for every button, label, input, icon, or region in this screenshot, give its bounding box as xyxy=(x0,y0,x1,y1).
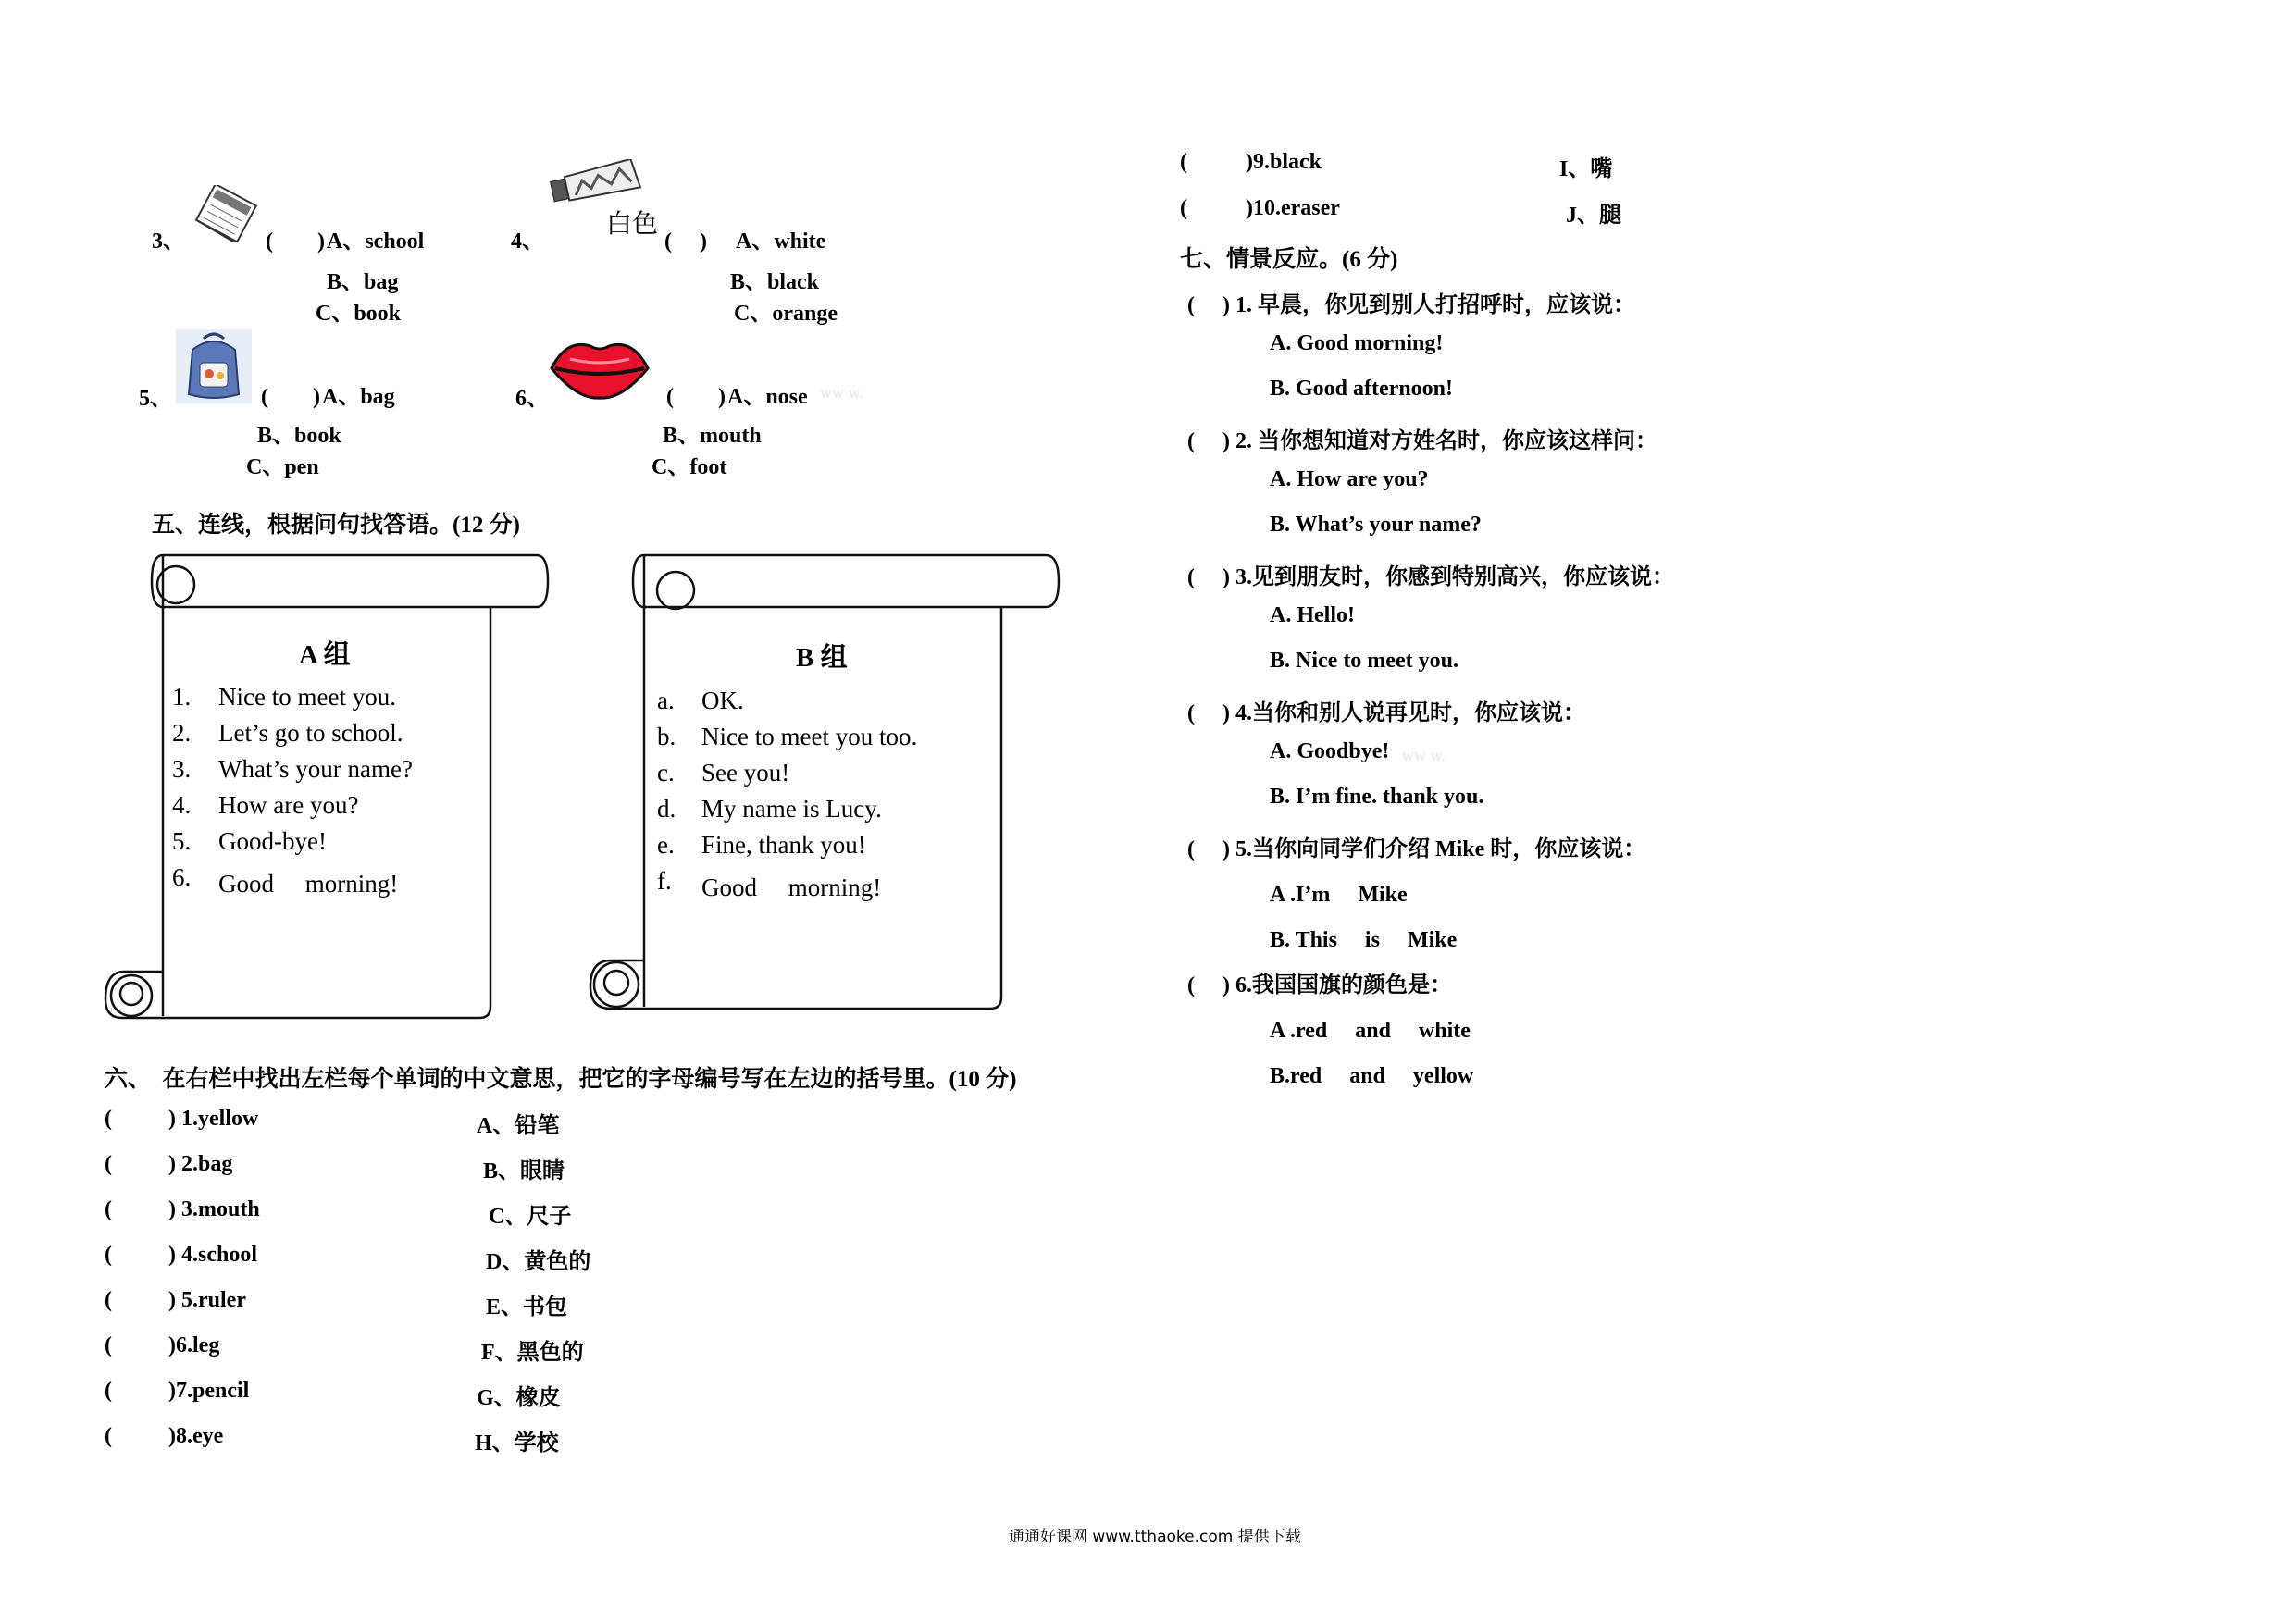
s6-row-10-paren[interactable]: ( xyxy=(1180,196,1187,220)
group-b-title: B 组 xyxy=(796,643,848,673)
q5-answer-paren[interactable]: ( ) xyxy=(261,385,320,409)
s6-row-1-paren[interactable]: ( xyxy=(105,1107,112,1131)
scroll-a-frame xyxy=(102,553,555,1025)
q4-option-a: A、white xyxy=(736,229,826,254)
group-b-item-b-letter: b. xyxy=(657,723,676,750)
q3-option-a: A、school xyxy=(327,229,425,254)
group-a-item-6[interactable]: Good morning! xyxy=(218,870,399,898)
s7-q2-stem[interactable]: ( ) 2. 当你想知道对方姓名时，你应该这样问： xyxy=(1187,429,1657,453)
group-a-title: A 组 xyxy=(299,640,351,670)
q4-answer-paren[interactable]: ( ) xyxy=(664,229,707,254)
group-b-item-b[interactable]: Nice to meet you too. xyxy=(701,723,918,750)
group-b-item-f-letter: f. xyxy=(657,867,672,895)
s6-row-6-paren[interactable]: ( xyxy=(105,1333,112,1357)
s6-row-6-word: )6.leg xyxy=(168,1333,220,1357)
s6-row-7-meaning: G、橡皮 xyxy=(477,1386,561,1410)
q6-number: 6、 xyxy=(515,387,549,411)
q3-number: 3、 xyxy=(152,229,185,254)
s6-row-8-meaning: H、学校 xyxy=(475,1431,559,1456)
s7-q5-stem[interactable]: ( ) 5.当你向同学们介绍 Mike 时，你应该说： xyxy=(1187,837,1646,861)
s7-q6-stem[interactable]: ( ) 6.我国国旗的颜色是： xyxy=(1187,973,1452,997)
s7-q5-option-a: A .I’m Mike xyxy=(1270,883,1408,907)
watermark-ghost: ww w. xyxy=(820,383,863,402)
q3-option-c: C、book xyxy=(316,302,402,326)
q4-option-b: B、black xyxy=(730,270,820,294)
s6-row-7-word: )7.pencil xyxy=(168,1379,250,1403)
s6-row-4-meaning: D、黄色的 xyxy=(486,1250,591,1274)
s6-row-10-word: )10.eraser xyxy=(1246,196,1340,220)
s7-q1-option-a: A. Good morning! xyxy=(1270,331,1444,355)
group-a-item-3-num: 3. xyxy=(172,755,192,783)
s6-row-8-paren[interactable]: ( xyxy=(105,1424,112,1448)
s6-row-9-word: )9.black xyxy=(1246,150,1322,174)
group-a-item-3[interactable]: What’s your name? xyxy=(218,755,413,783)
s7-q2-option-b: B. What’s your name? xyxy=(1270,513,1482,537)
section-6-title: 六、 在右栏中找出左栏每个单词的中文意思，把它的字母编号写在左边的括号里。(10 分) xyxy=(105,1067,1017,1092)
s7-q2-option-a: A. How are you? xyxy=(1270,467,1429,491)
s7-q4-option-b: B. I’m fine. thank you. xyxy=(1270,785,1484,809)
s6-row-6-meaning: F、黑色的 xyxy=(481,1341,584,1365)
q6-option-b: B、mouth xyxy=(663,424,762,448)
s6-row-2-meaning: B、眼睛 xyxy=(483,1159,565,1183)
s6-row-4-paren[interactable]: ( xyxy=(105,1243,112,1267)
group-a-item-6-num: 6. xyxy=(172,863,192,891)
q3-answer-paren[interactable]: ( ) xyxy=(266,229,325,254)
q5-option-b: B、book xyxy=(257,424,341,448)
q5-option-a: A、bag xyxy=(322,385,395,409)
q6-answer-paren[interactable]: ( ) xyxy=(666,385,726,409)
s7-q1-stem[interactable]: ( ) 1. 早晨，你见到别人打招呼时，应该说： xyxy=(1187,293,1635,317)
s6-row-5-meaning: E、书包 xyxy=(486,1295,568,1319)
s6-row-2-word: ) 2.bag xyxy=(168,1152,233,1176)
s6-row-9-paren[interactable]: ( xyxy=(1180,150,1187,174)
group-b-item-a-letter: a. xyxy=(657,687,675,714)
group-a-item-1-num: 1. xyxy=(172,683,192,711)
s7-q5-option-b: B. This is Mike xyxy=(1270,928,1458,952)
group-b-item-c[interactable]: See you! xyxy=(701,759,790,787)
q6-option-c: C、foot xyxy=(652,455,727,479)
backpack-icon xyxy=(176,329,252,403)
s7-q6-option-a: A .red and white xyxy=(1270,1019,1471,1043)
scroll-b-frame xyxy=(583,553,1064,1016)
group-b-item-e[interactable]: Fine, thank you! xyxy=(701,831,866,859)
q4-option-c: C、orange xyxy=(734,302,838,326)
s7-q4-stem[interactable]: ( ) 4.当你和别人说再见时，你应该说： xyxy=(1187,701,1585,725)
group-b-item-e-letter: e. xyxy=(657,831,675,859)
group-a-item-5-num: 5. xyxy=(172,827,192,855)
s6-row-7-paren[interactable]: ( xyxy=(105,1379,112,1403)
s7-q3-option-b: B. Nice to meet you. xyxy=(1270,649,1458,673)
group-b-item-c-letter: c. xyxy=(657,759,675,787)
s6-row-10-meaning: J、腿 xyxy=(1566,204,1621,228)
s6-row-4-word: ) 4.school xyxy=(168,1243,257,1267)
q5-option-c: C、pen xyxy=(246,455,319,479)
s6-row-3-meaning: C、尺子 xyxy=(489,1205,572,1229)
s6-row-1-word: ) 1.yellow xyxy=(168,1107,259,1131)
q3-option-b: B、bag xyxy=(327,270,399,294)
s6-row-5-word: ) 5.ruler xyxy=(168,1288,246,1312)
s7-q1-option-b: B. Good afternoon! xyxy=(1270,377,1453,401)
paint-tube-icon xyxy=(546,159,648,207)
s6-row-1-meaning: A、铅笔 xyxy=(477,1114,560,1138)
s6-row-8-word: )8.eye xyxy=(168,1424,224,1448)
s7-q4-option-a: A. Goodbye! xyxy=(1270,739,1390,763)
group-a-item-5[interactable]: Good-bye! xyxy=(218,827,327,855)
paint-label: 白色 xyxy=(606,208,659,239)
s6-row-5-paren[interactable]: ( xyxy=(105,1288,112,1312)
s7-q3-stem[interactable]: ( ) 3.见到朋友时，你感到特别高兴，你应该说： xyxy=(1187,565,1674,589)
s7-q6-option-b: B.red and yellow xyxy=(1270,1064,1474,1088)
q4-number: 4、 xyxy=(511,229,544,254)
s6-row-3-paren[interactable]: ( xyxy=(105,1197,112,1221)
s6-row-3-word: ) 3.mouth xyxy=(168,1197,260,1221)
section-7-title: 七、情景反应。(6 分) xyxy=(1180,247,1398,272)
group-a-item-2-num: 2. xyxy=(172,719,192,747)
group-a-item-4-num: 4. xyxy=(172,791,192,819)
group-b-item-f[interactable]: Good morning! xyxy=(701,873,882,901)
group-b-item-a[interactable]: OK. xyxy=(701,687,744,714)
q6-option-a: A、nose xyxy=(727,385,808,409)
section-5-title: 五、连线，根据问句找答语。(12 分) xyxy=(152,513,520,538)
s7-q3-option-a: A. Hello! xyxy=(1270,603,1355,627)
group-a-item-1[interactable]: Nice to meet you. xyxy=(218,683,396,711)
lips-icon xyxy=(548,333,652,403)
s6-row-9-meaning: I、嘴 xyxy=(1559,157,1613,181)
group-a-item-2[interactable]: Let’s go to school. xyxy=(218,719,403,747)
group-b-item-d[interactable]: My name is Lucy. xyxy=(701,795,882,823)
notebook-icon xyxy=(190,185,262,242)
group-b-item-d-letter: d. xyxy=(657,795,676,823)
footer-source[interactable]: 通通好课网 www.tthaoke.com 提供下载 xyxy=(1009,1528,1301,1546)
watermark-ghost-2: ww w. xyxy=(1402,746,1446,764)
group-a-item-4[interactable]: How are you? xyxy=(218,791,359,819)
s6-row-2-paren[interactable]: ( xyxy=(105,1152,112,1176)
q5-number: 5、 xyxy=(139,387,172,411)
